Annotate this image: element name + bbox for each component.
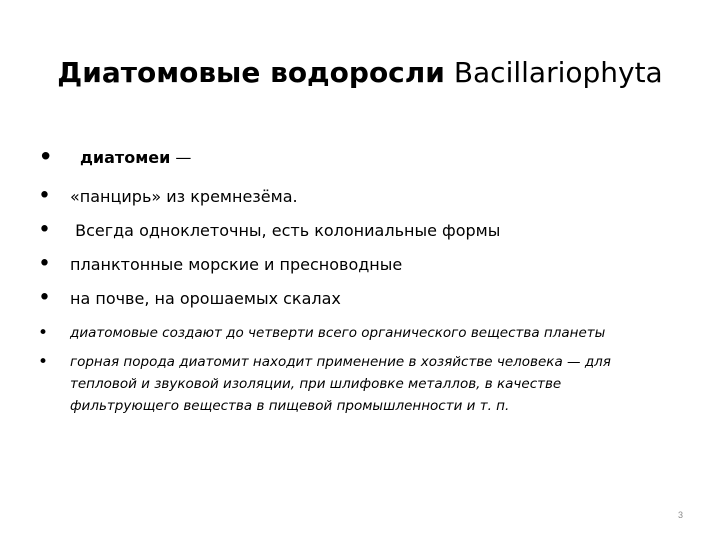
title-latin: Bacillariophyta (453, 56, 663, 89)
bullet-text: на почве, на орошаемых скалах (70, 289, 341, 308)
bullet-text: планктонные морские и пресноводные (70, 255, 403, 274)
bullet-term: диатомеи (80, 148, 171, 167)
title-main: Диатомовые водоросли (57, 56, 445, 89)
page-number: 3 (677, 510, 683, 520)
bullet-item (38, 322, 688, 344)
bullet-item (38, 248, 688, 282)
bullet-item (38, 351, 688, 417)
bullet-dot: • (38, 251, 51, 277)
bullet-item (38, 214, 688, 248)
bullet-dot: • (38, 183, 51, 209)
bullet-text: Всегда одноклеточны, есть колониальные формы (70, 221, 501, 240)
bullet-text: — (170, 148, 192, 167)
bullet-list (38, 136, 688, 424)
bullet-dot: • (38, 142, 54, 173)
bullet-text: горная порода диатомит находит применение в хозяйстве человека — для тепловой и звуковой изоляции, при шлифовке металлов, в качестве фильтрующего вещества в пищевой промышленности и т. п. (70, 354, 611, 414)
slide-title (0, 48, 720, 98)
bullet-item (38, 136, 688, 180)
bullet-item (38, 282, 688, 316)
bullet-dot: • (38, 285, 51, 311)
bullet-dot: • (38, 217, 51, 243)
bullet-dot: • (38, 323, 49, 343)
bullet-dot: • (38, 352, 49, 372)
bullet-text: «панцирь» из кремнезёма. (70, 187, 298, 206)
bullet-text: диатомовые создают до четверти всего органического вещества планеты (70, 325, 606, 341)
bullet-item (38, 180, 688, 214)
